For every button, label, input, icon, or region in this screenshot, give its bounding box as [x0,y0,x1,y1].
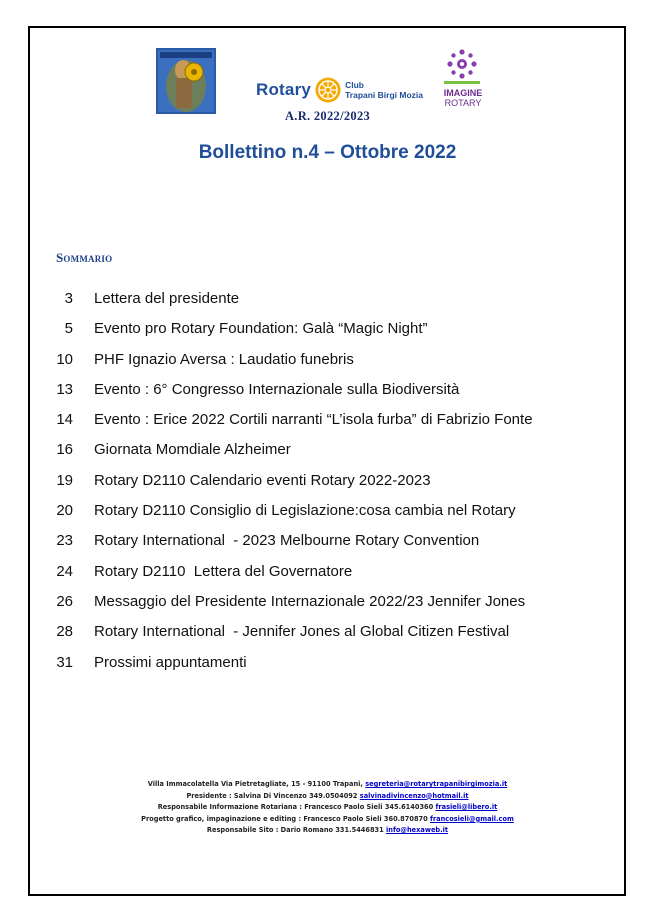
toc-entry[interactable] [0,619,655,649]
toc-entry[interactable] [0,286,655,316]
toc-entry[interactable] [0,528,655,558]
toc-entry[interactable] [0,316,655,346]
footer-email-link[interactable]: salvinadivincenzo@hotmail.it [359,791,469,800]
club-name: Club Trapani Birgi Mozia [345,80,423,100]
rotary-word: Rotary [256,80,312,99]
footer-email-link[interactable]: segreteria@rotarytrapanibirgimozia.it [365,780,508,788]
rotary-year: A.R. 2022/2023 [284,109,371,123]
toc-entry[interactable] [0,498,655,528]
toc-page-number: 28 [56,623,73,641]
toc-page-number: 13 [56,380,73,398]
toc-page-number: 19 [56,471,73,489]
rotary-wordmark [256,76,423,104]
footer-email-link[interactable]: frasieli@libero.it [435,803,498,812]
club-seal-icon [156,48,216,114]
footer-line: Responsabile Sito : Dario Romano 331.5446831 info@hexaweb.it [206,826,449,835]
page-title: Bollettino n.4 – Ottobre 2022 [198,142,457,163]
toc-entry[interactable] [0,407,655,437]
toc-page-number: 26 [56,592,73,610]
footer-line: Presidente : Salvina Di Vincenzo 349.0504092 salvinadivincenzo@hotmail.it [186,791,469,800]
toc-entry[interactable] [0,347,655,377]
toc-entry[interactable] [0,559,655,589]
toc-entry[interactable] [0,650,655,680]
toc-title: Evento : Erice 2022 Cortili narranti “L’isola furba” di Fabrizio Fonte [94,411,533,429]
toc-title: Rotary D2110 Calendario eventi Rotary 2022-2023 [94,471,431,489]
toc-page-number: 14 [56,411,73,429]
toc-title: Rotary International - Jennifer Jones al Global Citizen Festival [94,623,510,641]
toc-title: Rotary D2110 Consiglio di Legislazione:cosa cambia nel Rotary [94,502,516,520]
toc-page-number: 5 [64,320,73,338]
toc-entry[interactable] [0,589,655,619]
toc-page-number: 3 [64,290,73,307]
toc-page-number: 16 [56,441,73,459]
footer-email-link[interactable]: info@hexaweb.it [386,826,449,835]
toc-title: Messaggio del Presidente Internazionale 2022/23 Jennifer Jones [94,592,526,610]
toc-title: PHF Ignazio Aversa : Laudatio funebris [94,350,354,368]
toc-title: Prossimi appuntamenti [94,653,247,671]
toc-page-number: 20 [56,502,73,520]
toc-page-number: 31 [56,653,73,671]
toc-title: Evento pro Rotary Foundation: Galà “Magic Night” [94,320,428,338]
footer-line: Responsabile Informazione Rotariana : Francesco Paolo Sieli 345.6140360 frasieli@libero.it [157,803,498,812]
table-of-contents [0,286,655,680]
rotary-wheel-icon [314,76,342,104]
toc-entry[interactable] [0,377,655,407]
toc-page-number: 24 [56,562,73,580]
footer-line: Villa Immacolatella Via Pietretagliate, 15 - 91100 Trapani, segreteria@rotarytrapanibirgimozia.it [147,780,508,788]
toc-page-number: 23 [56,532,73,550]
footer-contacts [0,779,655,837]
toc-title: Lettera del presidente [94,290,240,307]
toc-title: Evento : 6° Congresso Internazionale sulla Biodiversità [94,380,460,398]
footer-line: Progetto grafico, impaginazione e editing : Francesco Paolo Sieli 360.870870 francosieli@gmail.com [141,814,514,823]
section-heading: Sommario [56,250,113,265]
toc-entry[interactable] [0,437,655,467]
toc-entry[interactable] [0,468,655,498]
toc-title: Giornata Momdiale Alzheimer [94,441,291,459]
toc-title: Rotary International - 2023 Melbourne Rotary Convention [94,532,480,550]
imagine-rotary-text: IMAGINE ROTARY [443,88,483,108]
footer-email-link[interactable]: francosieli@gmail.com [430,814,514,823]
toc-page-number: 10 [56,350,73,368]
toc-title: Rotary D2110 Lettera del Governatore [94,562,353,580]
